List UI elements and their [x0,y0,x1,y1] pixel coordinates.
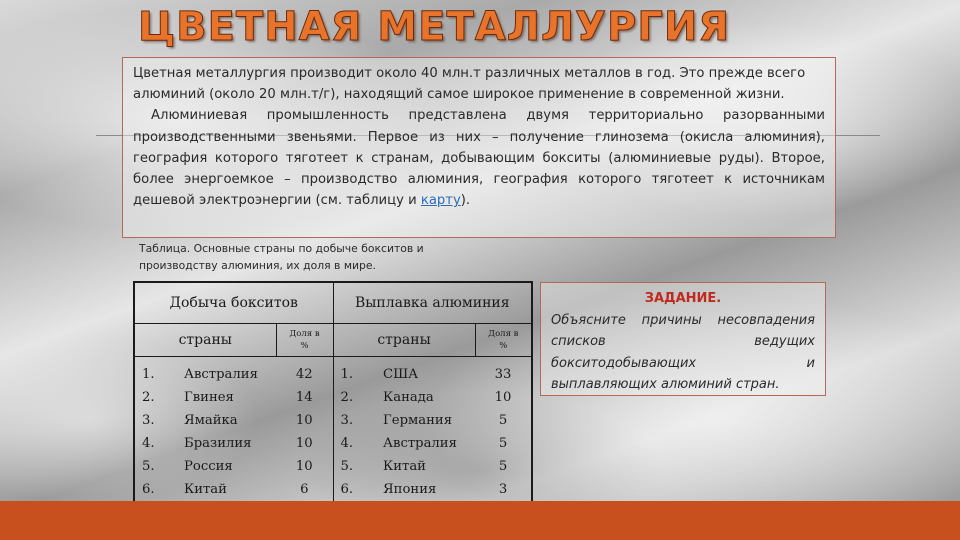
task-box [540,282,826,396]
intro-paragraph-2-text: Алюминиевая промышленность представлена двумя территориально разорванными производственными звеньями. Первое из них – получение глинозема (окисла алюминия), география которого тяготеет к странам, добывающим бокситы (алюминиевые руды). Второе, более энергоемкое – производство алюминия, география которого тяготеет к источникам дешевой электроэнергии (см. таблицу и [133,108,825,209]
intro-paragraph-2-end: ). [460,193,471,209]
bauxite-header: Добыча бокситов [134,282,333,324]
task-text: Объясните причины несовпадения списков ведущих бокситодобывающих и выплавляющих алюминий стран. [551,312,815,392]
table-row: 6. Китай 6 6. Япония 3 [134,478,532,502]
task-title: ЗАДАНИЕ. [644,291,722,306]
intro-paragraph-1: Цветная металлургия производит около 40 млн.т различных металлов в год. Это прежде всего алюминий (около 20 млн.т/г), находящий самое широкое применение в современной жизни. [133,66,806,103]
footer-bar [0,501,960,540]
table-row: 2. Гвинея 14 2. Канада 10 [134,386,532,409]
countries-label-right: страны [333,324,475,357]
production-table [133,281,533,503]
map-link[interactable]: карту [420,193,461,209]
intro-text-box [122,57,836,238]
table-row: 4. Бразилия 10 4. Австралия 5 [134,432,532,455]
table-row: 1. Австралия 42 1. США 33 [134,357,532,387]
table-row: 5. Россия 10 5. Китай 5 [134,455,532,478]
page-title: ЦВЕТНАЯ МЕТАЛЛУРГИЯ [138,4,731,50]
aluminium-header: Выплавка алюминия [355,295,510,311]
share-label-right: Доля в % [488,329,519,351]
countries-label-left: страны [134,324,276,357]
table-caption: Таблица. Основные страны по добыче бокситов и производству алюминия, их доля в мире. [139,242,424,272]
intro-paragraph-2 [133,105,825,211]
table-row: 3. Ямайка 10 3. Германия 5 [134,409,532,432]
share-label-left: Доля в % [276,324,333,357]
